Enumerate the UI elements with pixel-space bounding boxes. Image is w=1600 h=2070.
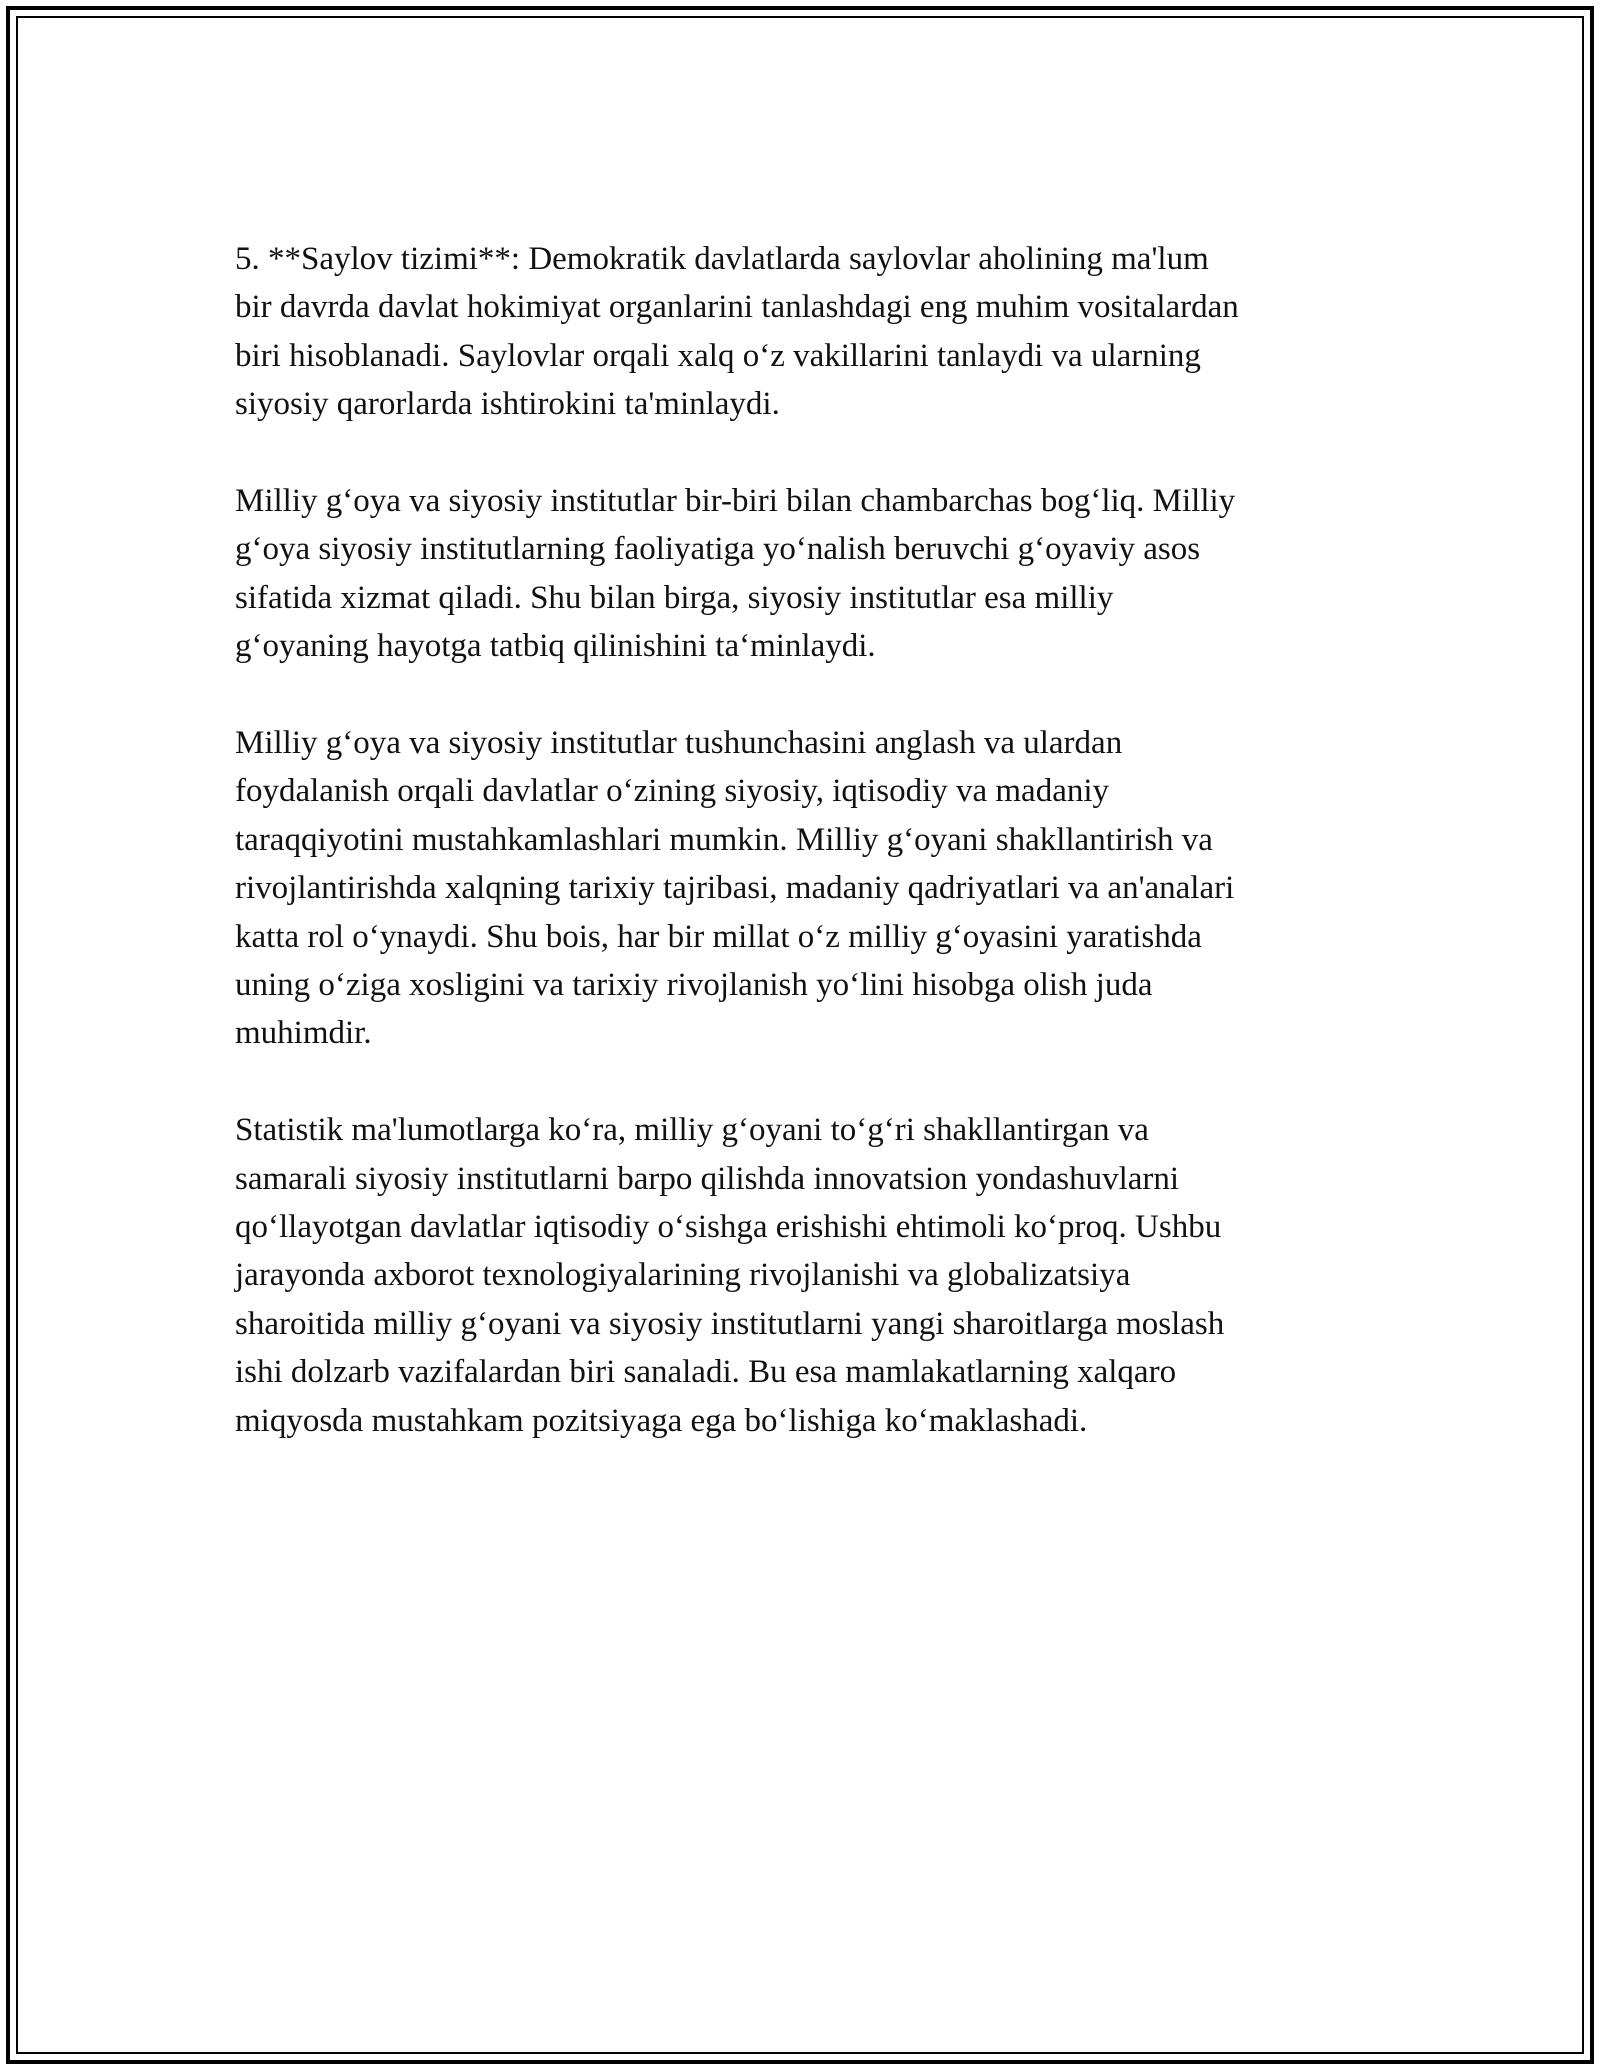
text-line: bir davrda davlat hokimiyat organlarini tanlashdagi eng muhim vositalardan	[235, 289, 1239, 326]
text-line: katta rol o‘ynaydi. Shu bois, har bir millat o‘z milliy g‘oyasini yaratishda	[235, 918, 1202, 955]
text-line: g‘oya siyosiy institutlarning faoliyatiga yo‘nalish beruvchi g‘oyaviy asos	[235, 531, 1201, 568]
text-line: g‘oyaning hayotga tatbiq qilinishini ta‘minlaydi.	[235, 628, 876, 665]
document-body	[235, 235, 1365, 1494]
text-line: taraqqiyotini mustahkamlashlari mumkin. Milliy g‘oyani shakllantirish va	[235, 821, 1213, 858]
text-line: qo‘llayotgan davlatlar iqtisodiy o‘sishga erishishi ehtimoli ko‘proq. Ushbu	[235, 1209, 1222, 1246]
paragraph-national-idea-institutions	[235, 477, 1365, 671]
paragraph-development	[235, 719, 1365, 1058]
text-line: 5. **Saylov tizimi**: Demokratik davlatlarda saylovlar aholining ma'lum	[235, 241, 1209, 277]
text-line: Statistik ma'lumotlarga ko‘ra, milliy g‘oyani to‘g‘ri shakllantirgan va	[235, 1112, 1149, 1149]
text-line: ishi dolzarb vazifalardan biri sanaladi. Bu esa mamlakatlarning xalqaro	[235, 1354, 1177, 1391]
text-line: sifatida xizmat qiladi. Shu bilan birga, siyosiy institutlar esa milliy	[235, 579, 1114, 616]
text-line: Milliy g‘oya va siyosiy institutlar bir-biri bilan chambarchas bog‘liq. Milliy	[235, 483, 1236, 520]
text-line: Milliy g‘oya va siyosiy institutlar tushunchasini anglash va ulardan	[235, 725, 1123, 762]
text-line: samarali siyosiy institutlarni barpo qilishda innovatsion yondashuvlarni	[235, 1160, 1180, 1197]
text-line: jarayonda axborot texnologiyalarining rivojlanishi va globalizatsiya	[235, 1257, 1131, 1294]
text-line: foydalanish orqali davlatlar o‘zining siyosiy, iqtisodiy va madaniy	[235, 773, 1110, 810]
text-line: sharoitida milliy g‘oyani va siyosiy institutlarni yangi sharoitlarga moslash	[235, 1305, 1225, 1342]
text-line: miqyosda mustahkam pozitsiyaga ega bo‘lishiga ko‘maklashadi.	[235, 1402, 1088, 1439]
text-line: siyosiy qarorlarda ishtirokini ta'minlaydi.	[235, 386, 780, 423]
text-line: muhimdir.	[235, 1015, 372, 1052]
text-line: uning o‘ziga xosligini va tarixiy rivojlanish yo‘lini hisobga olish juda	[235, 967, 1153, 1004]
text-line: biri hisoblanadi. Saylovlar orqali xalq o‘z vakillarini tanlaydi va ularning	[235, 337, 1201, 374]
text-line: rivojlantirishda xalqning tarixiy tajribasi, madaniy qadriyatlari va an'analari	[235, 870, 1235, 907]
paragraph-electoral-system	[235, 235, 1365, 429]
paragraph-statistics	[235, 1106, 1365, 1445]
